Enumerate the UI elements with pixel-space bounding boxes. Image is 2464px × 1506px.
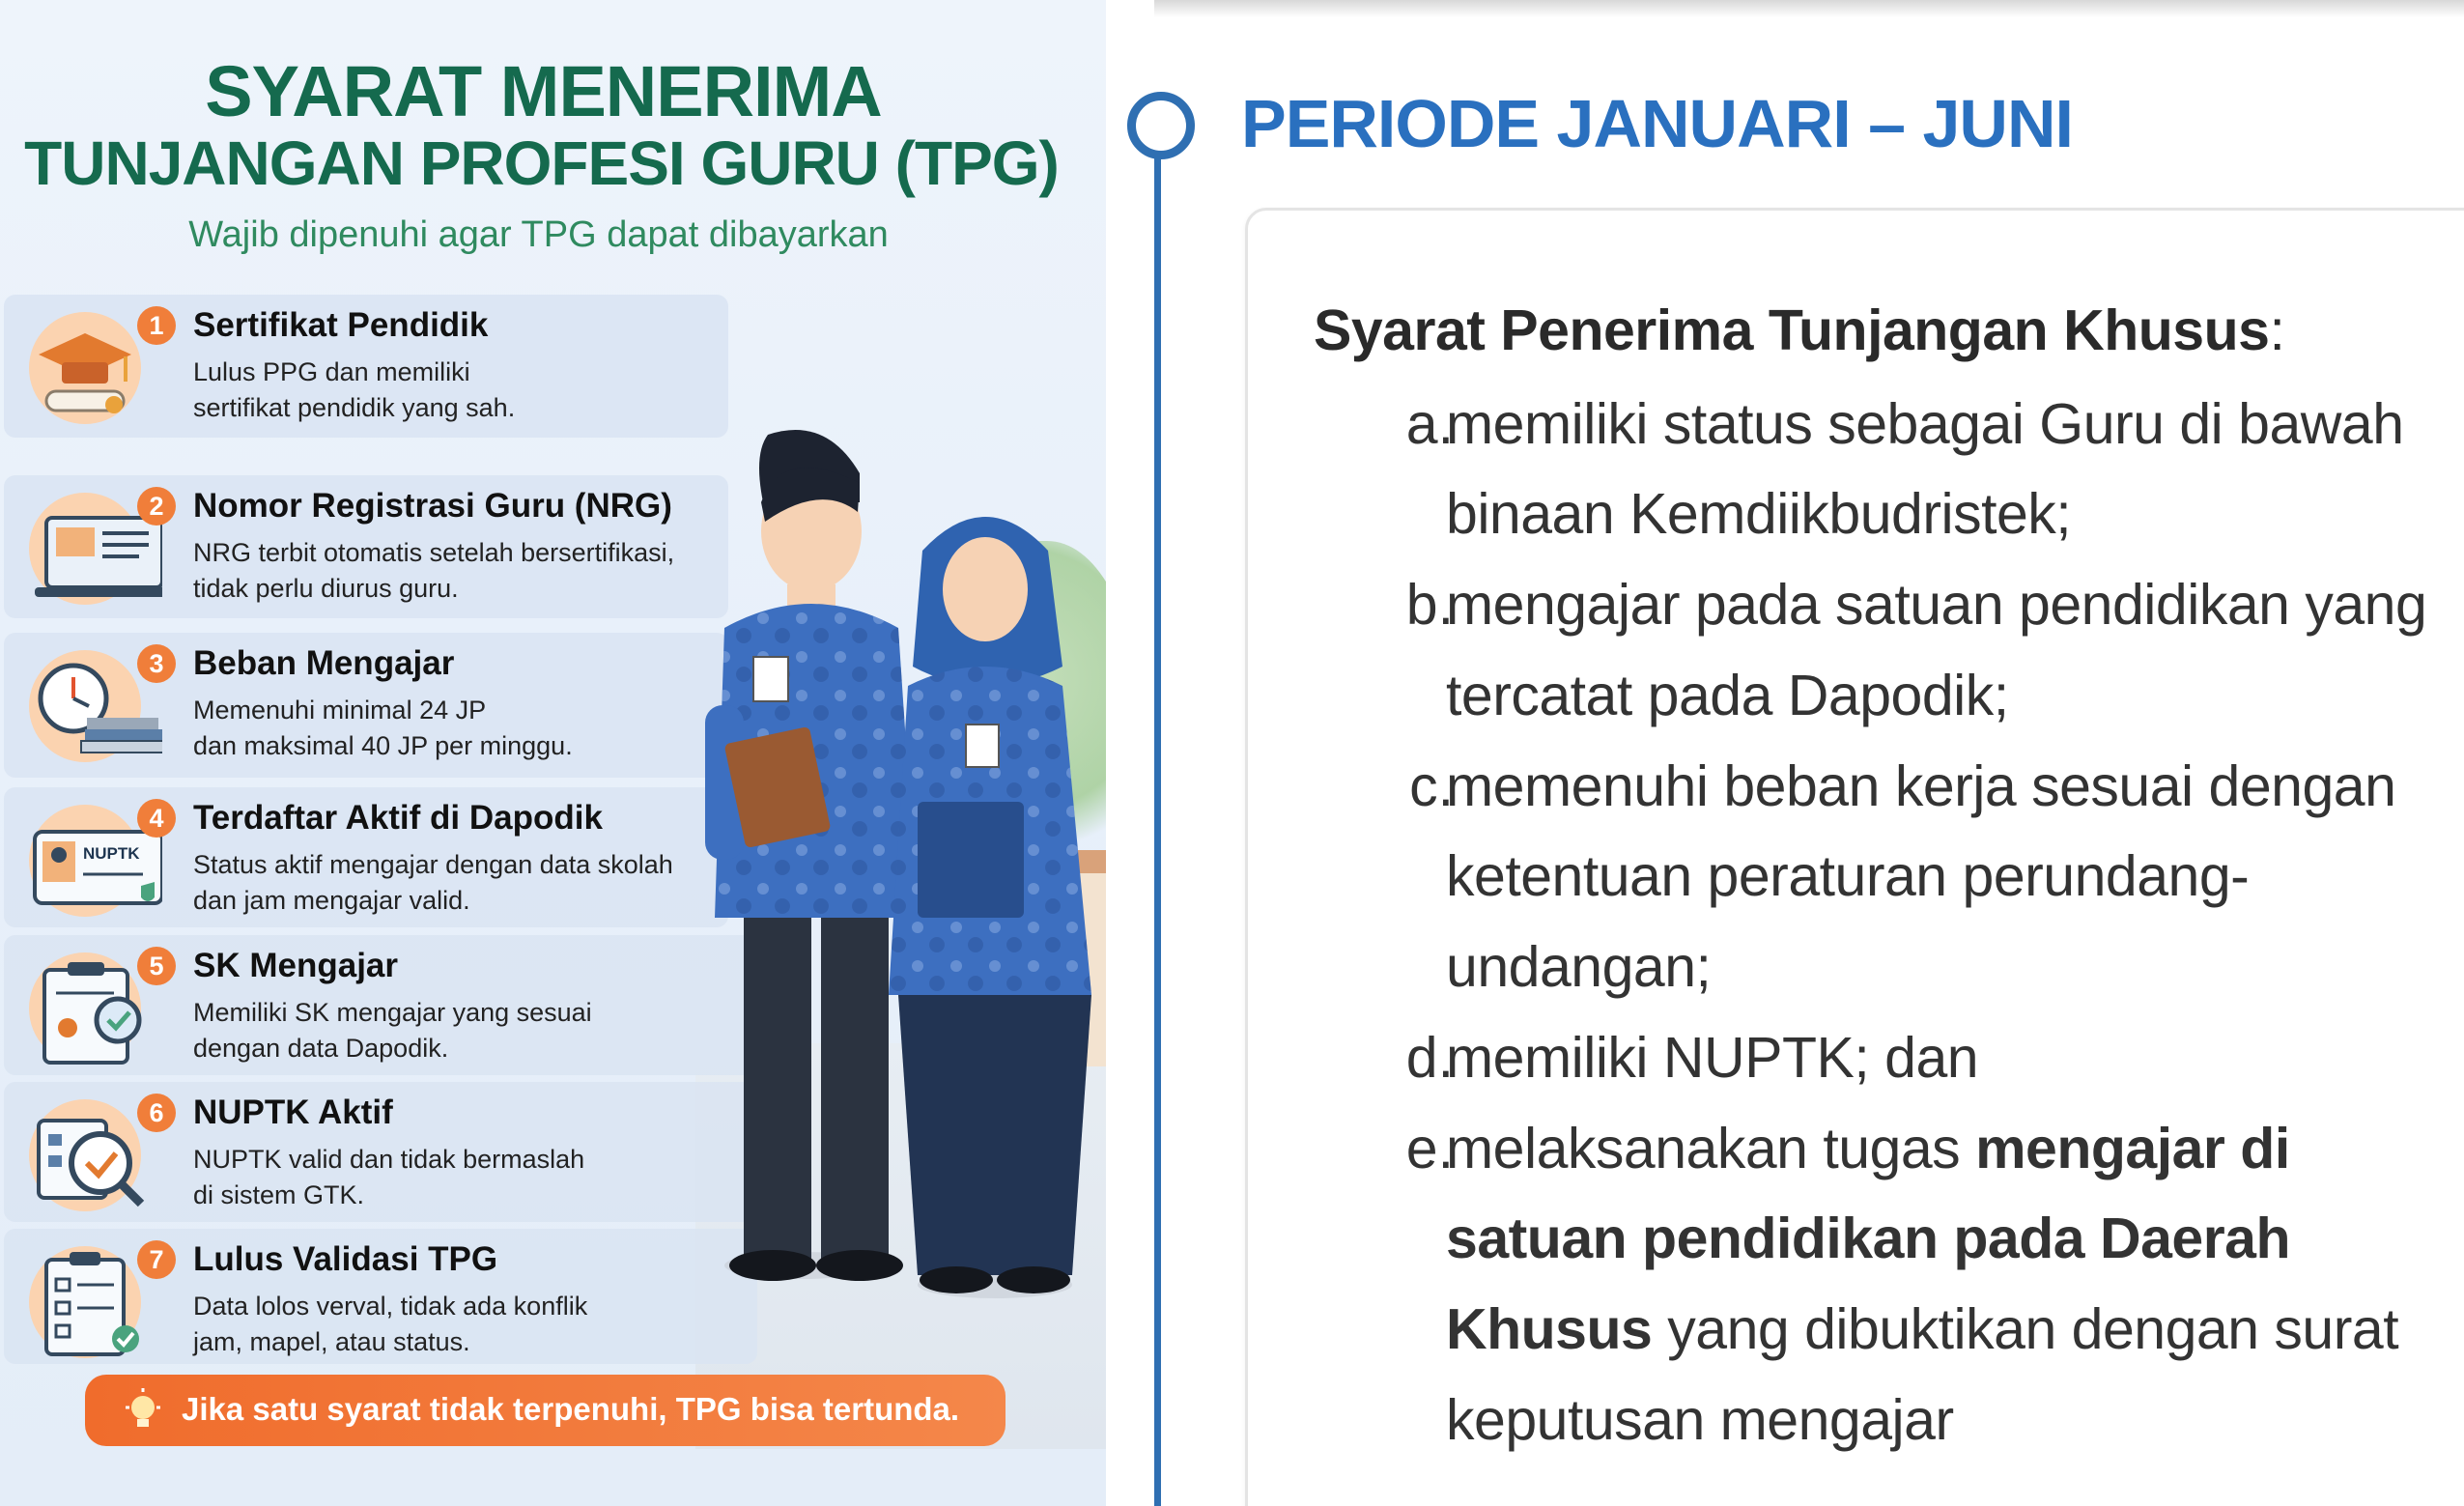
- male-teacher-figure: [705, 430, 918, 1281]
- item-a-line2: binaan Kemdiikbudristek;: [1446, 482, 2072, 546]
- timeline-circle-icon: [1127, 92, 1195, 159]
- requirement-title: Sertifikat Pendidik: [193, 306, 489, 344]
- description-line: dengan data Dapodik.: [193, 1034, 449, 1063]
- item-a-line1: memiliki status sebagai Guru di bawah: [1446, 392, 2404, 456]
- item-b-line1: mengajar pada satuan pendidikan yang: [1446, 573, 2427, 637]
- item-letter-b: b.: [1405, 573, 1454, 637]
- item-c-line1: memenuhi beban kerja sesuai dengan: [1446, 754, 2396, 818]
- description-line: Memiliki SK mengajar yang sesuai: [193, 998, 592, 1027]
- description-line: Memenuhi minimal 24 JP: [193, 696, 487, 725]
- item-letter-a: a.: [1405, 392, 1454, 456]
- description-line: NUPTK valid dan tidak bermaslah: [193, 1145, 585, 1174]
- nuptk-card-label: NUPTK: [83, 844, 140, 863]
- item-letter-d: d.: [1405, 1026, 1454, 1090]
- item-b-line2: tercatat pada Dapodik;: [1446, 664, 2009, 727]
- description-line: Status aktif mengajar dengan data skolah: [193, 850, 673, 879]
- item-letter-e: e.: [1405, 1117, 1454, 1180]
- item-e-line2: satuan pendidikan pada Daerah: [1446, 1207, 2291, 1270]
- description-line: Data lolos verval, tidak ada konflik: [193, 1292, 588, 1321]
- item-c-line3: undangan;: [1446, 935, 1712, 999]
- requirement-description: [193, 1142, 734, 1213]
- requirement-title: Nomor Registrasi Guru (NRG): [193, 487, 672, 525]
- requirement-card-6: [4, 1082, 757, 1222]
- top-card-edge: [1154, 0, 2464, 17]
- item-e-plain-text: yang dibuktikan dengan surat: [1652, 1297, 2399, 1361]
- description-line: dan jam mengajar valid.: [193, 886, 470, 915]
- description-line: NRG terbit otomatis setelah bersertifikasi,: [193, 538, 675, 567]
- female-teacher-figure: [889, 517, 1091, 1298]
- lightbulb-icon: [122, 1388, 164, 1435]
- requirement-description: [193, 995, 734, 1066]
- period-title: PERIODE JANUARI – JUNI: [1241, 86, 2073, 161]
- description-line: tidak perlu diurus guru.: [193, 574, 459, 603]
- description-line: jam, mapel, atau status.: [193, 1327, 470, 1356]
- step-badge: 6: [137, 1094, 176, 1132]
- item-e-line3: [1446, 1296, 2398, 1362]
- teachers-illustration: [676, 415, 1106, 1314]
- requirement-description: [193, 355, 734, 426]
- requirement-card-4: [4, 787, 728, 927]
- step-badge: 1: [137, 306, 176, 345]
- tpg-infographic: [0, 0, 1106, 1506]
- footer-warning-text: Jika satu syarat tidak terpenuhi, TPG bisa tertunda.: [182, 1391, 960, 1427]
- heading-text: Syarat Penerima Tunjangan Khusus: [1314, 298, 2270, 362]
- description-line: Lulus PPG dan memiliki: [193, 357, 470, 386]
- requirements-panel: [1106, 0, 2464, 1506]
- item-e-bold-text: mengajar di: [1975, 1117, 2290, 1180]
- requirement-description: [193, 1289, 734, 1360]
- requirement-card-7: [4, 1229, 757, 1364]
- heading-colon: :: [2269, 298, 2285, 362]
- timeline-line: [1154, 147, 1161, 1506]
- requirement-title: Beban Mengajar: [193, 644, 455, 682]
- item-e-bold-text: Khusus: [1446, 1297, 1653, 1361]
- requirement-card-3: [4, 633, 728, 778]
- requirement-card-1: [4, 295, 728, 438]
- item-e-plain-text: melaksanakan tugas: [1446, 1117, 1976, 1180]
- infographic-subtitle: Wajib dipenuhi agar TPG dapat dibayarkan: [188, 214, 889, 255]
- step-badge: 7: [137, 1240, 176, 1279]
- description-line: sertifikat pendidik yang sah.: [193, 393, 516, 422]
- infographic-title-line1: SYARAT MENERIMA: [205, 51, 882, 131]
- item-c-line2: ketentuan peraturan perundang-: [1446, 844, 2250, 908]
- item-letter-c: c.: [1409, 754, 1454, 818]
- item-e-line4: keputusan mengajar: [1446, 1388, 1954, 1452]
- step-badge: 3: [137, 644, 176, 683]
- requirement-title: Terdaftar Aktif di Dapodik: [193, 799, 603, 837]
- requirement-title: Lulus Validasi TPG: [193, 1240, 498, 1278]
- item-e-line1: [1446, 1116, 2290, 1181]
- requirement-title: SK Mengajar: [193, 947, 398, 984]
- infographic-title-line2: TUNJANGAN PROFESI GURU (TPG): [24, 128, 1059, 198]
- step-badge: 2: [137, 487, 176, 526]
- step-badge: 4: [137, 799, 176, 838]
- description-line: dan maksimal 40 JP per minggu.: [193, 731, 573, 760]
- requirements-heading: [1314, 298, 2284, 363]
- item-d-line1: memiliki NUPTK; dan: [1446, 1026, 1979, 1090]
- requirement-description: [193, 693, 734, 764]
- description-line: di sistem GTK.: [193, 1180, 365, 1209]
- step-badge: 5: [137, 947, 176, 985]
- footer-warning-banner: [85, 1375, 1005, 1446]
- requirement-card-5: [4, 935, 757, 1075]
- requirement-card-2: [4, 475, 728, 618]
- requirement-title: NUPTK Aktif: [193, 1094, 393, 1131]
